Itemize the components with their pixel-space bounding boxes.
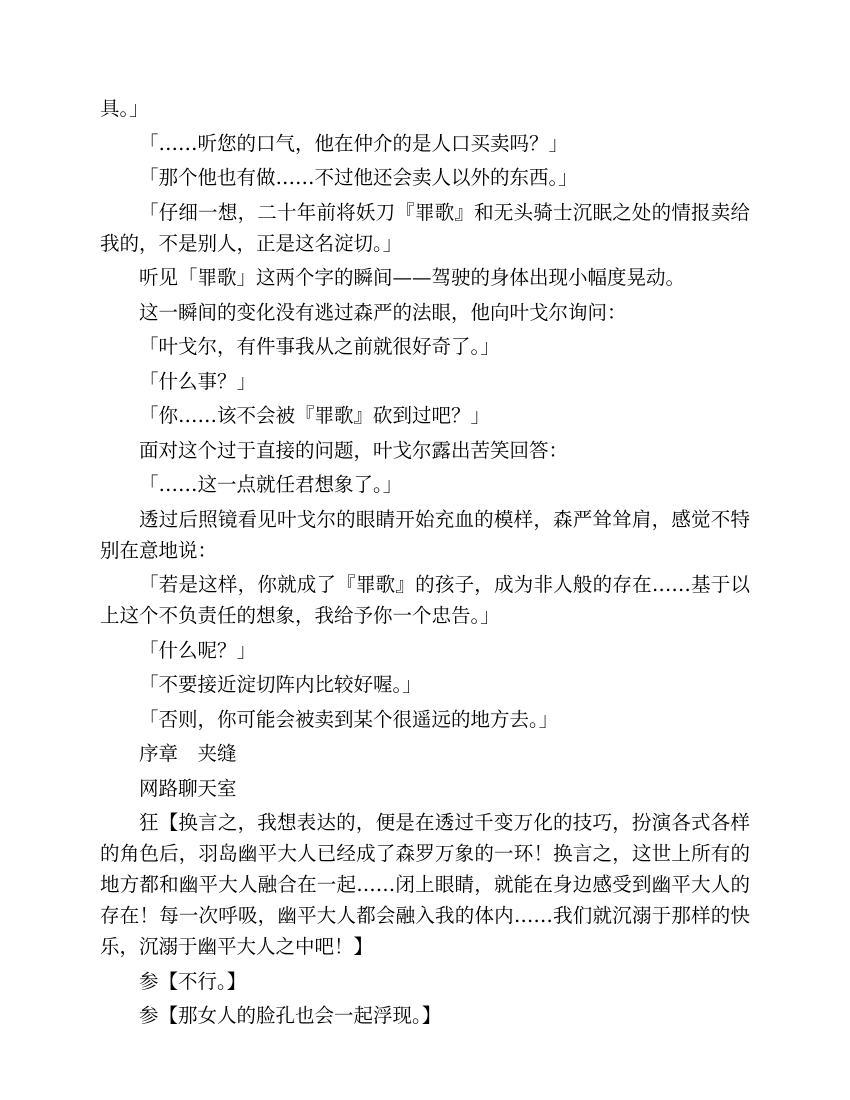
- paragraph: 「……这一点就任君想象了。」: [139, 473, 403, 496]
- paragraph: 这一瞬间的变化没有逃过森严的法眼，他向叶戈尔询问：: [139, 300, 627, 324]
- paragraph: 「否则，你可能会被卖到某个很遥远的地方去。」: [139, 707, 559, 731]
- paragraph: 参【不行。】: [139, 969, 247, 993]
- paragraph: 「不要接近淀切阵内比较好喔。」: [139, 673, 422, 696]
- paragraph: 参【那女人的脸孔也会一起浮现。】: [139, 1004, 442, 1027]
- paragraph: 「叶戈尔，有件事我从之前就很好奇了。」: [139, 335, 500, 358]
- paragraph: 听见「罪歌」这两个字的瞬间——驾驶的身体出现小幅度晃动。: [139, 266, 686, 289]
- paragraph: 「……听您的口气，他在仲介的是人口买卖吗？」: [139, 131, 569, 155]
- paragraph: 「什么事？」: [139, 369, 257, 393]
- paragraph: 透过后照镜看见叶戈尔的眼睛开始充血的模样，森严耸耸肩，感觉不特别在意地说：: [100, 507, 750, 562]
- section-heading: 网路聊天室: [139, 776, 237, 800]
- paragraph: 「那个他也有做……不过他还会卖人以外的东西。」: [139, 166, 578, 189]
- paragraph: 「若是这样，你就成了『罪歌』的孩子，成为非人般的存在……基于以上这个不负责任的想象，我给予你一个忠告。」: [100, 573, 750, 627]
- chapter-heading: 序章 夹缝: [139, 742, 237, 765]
- paragraph: 「什么呢？」: [139, 638, 257, 662]
- paragraph: 具。」: [100, 97, 149, 120]
- document-page: [100, 93, 750, 1035]
- paragraph: 狂【换言之，我想表达的，便是在透过千变万化的技巧，扮演各式各样的角色后，羽岛幽平大人已经成了森罗万象的一环！换言之，这世上所有的地方都和幽平大人融合在一起……闭上眼睛，就能在身边感受到幽平大人的存在！每一次呼吸，幽平大人都会融入我的体内……我们就沉溺于那样的快乐，沉溺于幽平大人之中吧！】: [100, 811, 750, 958]
- paragraph: 「仔细一想，二十年前将妖刀『罪歌』和无头骑士沉眠之处的情报卖给我的，不是别人，正是这名淀切。」: [100, 200, 750, 255]
- paragraph: 「你……该不会被『罪歌』砍到过吧？」: [139, 404, 491, 427]
- paragraph: 面对这个过于直接的问题，叶戈尔露出苦笑回答：: [139, 438, 569, 462]
